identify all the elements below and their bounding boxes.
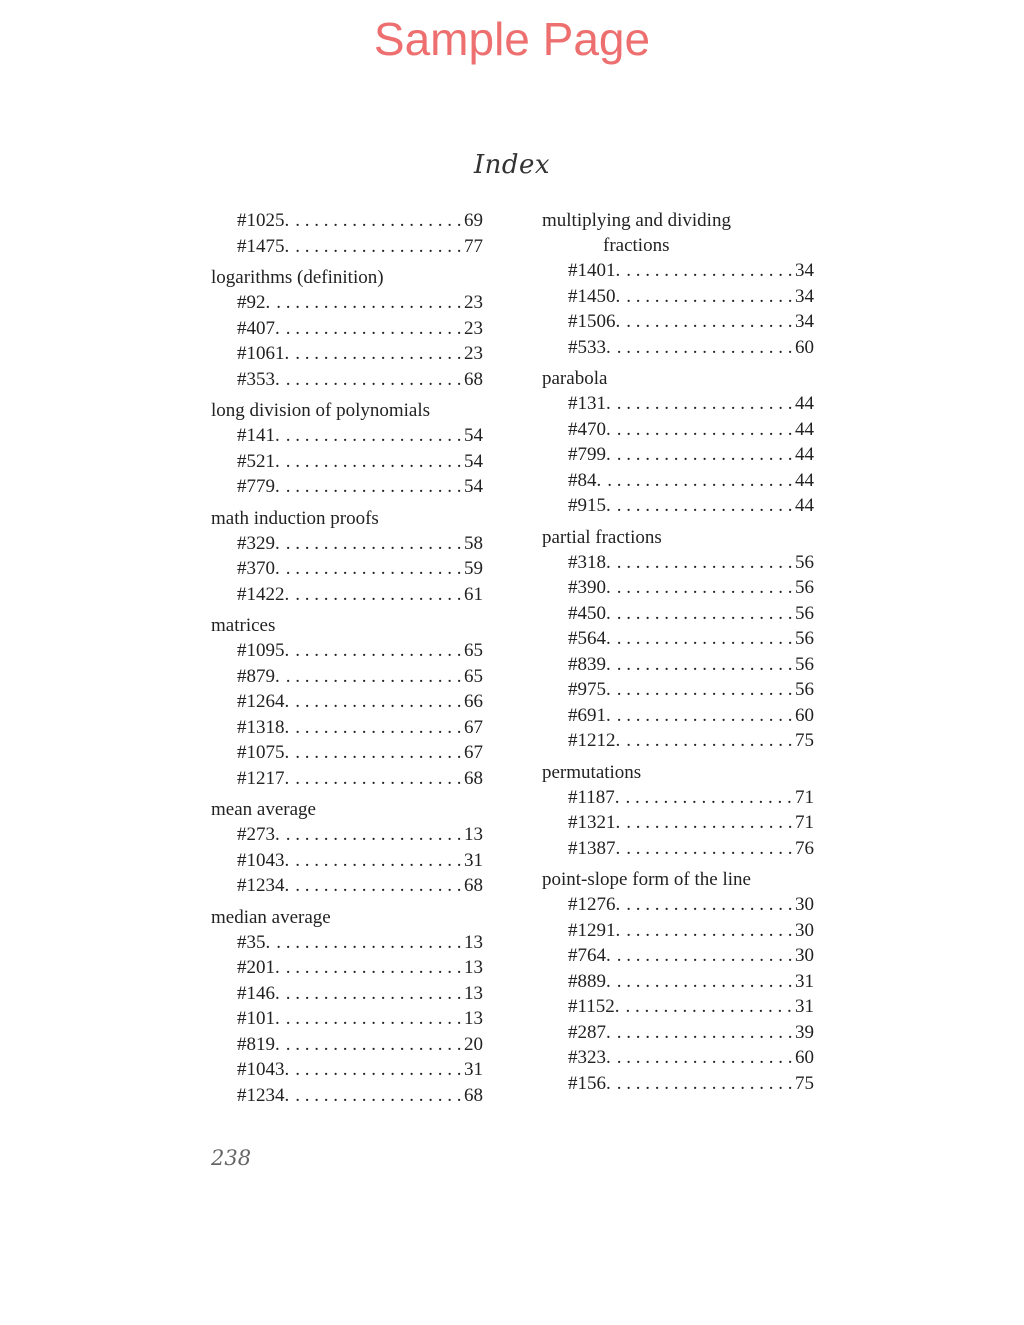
- index-entry: [542, 284, 814, 310]
- dot-leader: [620, 309, 795, 335]
- index-group: [542, 867, 814, 1096]
- entry-number: #323.: [568, 1047, 611, 1068]
- entry-page: 68: [464, 1084, 483, 1106]
- dot-leader: [620, 918, 795, 944]
- entry-number: #1321.: [568, 812, 621, 833]
- dot-leader: [289, 208, 464, 234]
- entry-page: 54: [464, 476, 483, 497]
- entry-number: #1187.: [568, 786, 620, 808]
- entry-number: #915.: [568, 495, 611, 516]
- entry-number: #1061.: [237, 343, 290, 364]
- dot-leader: [611, 1020, 795, 1046]
- entry-page: 59: [464, 558, 483, 579]
- index-entry: [542, 417, 814, 443]
- index-column-right: [542, 208, 814, 1102]
- dot-leader: [611, 626, 795, 652]
- index-entry: [542, 1071, 814, 1097]
- entry-page: 44: [795, 393, 814, 414]
- index-group: [211, 208, 483, 259]
- index-entry: [211, 290, 483, 316]
- entry-page: 13: [464, 1008, 483, 1029]
- entry-number: #201.: [237, 957, 280, 978]
- entry-page: 20: [464, 1033, 483, 1055]
- dot-leader: [620, 284, 795, 310]
- index-entry: [542, 493, 814, 519]
- entry-number: #131.: [568, 393, 611, 414]
- entry-number: #799.: [568, 444, 611, 465]
- entry-number: #1401.: [568, 260, 621, 281]
- index-heading-text: logarithms (definition): [211, 267, 384, 288]
- index-heading: [542, 525, 814, 550]
- entry-number: #1217.: [237, 767, 290, 789]
- entry-page: 61: [464, 583, 483, 605]
- entry-page: 13: [464, 931, 483, 953]
- index-entry: [211, 208, 483, 234]
- entry-number: #273.: [237, 824, 280, 845]
- entry-number: #1506.: [568, 311, 621, 332]
- entry-page: 60: [795, 336, 814, 358]
- index-group: [211, 613, 483, 791]
- entry-number: #691.: [568, 704, 611, 726]
- index-heading-text: partial fractions: [542, 526, 662, 548]
- entry-page: 69: [464, 210, 483, 231]
- entry-page: 31: [795, 996, 814, 1017]
- entry-page: 54: [464, 450, 483, 472]
- index-entry: [211, 955, 483, 981]
- entry-number: #329.: [237, 532, 280, 554]
- dot-leader: [620, 836, 795, 862]
- entry-number: #84.: [568, 469, 602, 491]
- entry-page: 31: [464, 1059, 483, 1080]
- entry-page: 13: [464, 957, 483, 978]
- index-group: [211, 797, 483, 899]
- index-entry: [542, 1020, 814, 1046]
- dot-leader: [289, 582, 464, 608]
- index-entry: [542, 703, 814, 729]
- entry-page: 23: [464, 292, 483, 313]
- index-heading: [542, 208, 814, 258]
- dot-leader: [289, 234, 464, 260]
- entry-number: #353.: [237, 368, 280, 390]
- index-entry: [542, 626, 814, 652]
- index-entry: [542, 1045, 814, 1071]
- entry-page: 44: [795, 444, 814, 465]
- dot-leader: [280, 531, 464, 557]
- entry-number: #370.: [237, 558, 280, 579]
- dot-leader: [289, 1057, 464, 1083]
- entry-page: 60: [795, 1047, 814, 1068]
- index-entry: [211, 822, 483, 848]
- index-entry: [542, 575, 814, 601]
- dot-leader: [611, 1045, 795, 1071]
- index-heading: [542, 867, 814, 892]
- entry-number: #1043.: [237, 849, 290, 871]
- index-heading: [211, 506, 483, 531]
- entry-page: 13: [464, 982, 483, 1004]
- index-entry: [542, 785, 814, 811]
- entry-number: #779.: [237, 476, 280, 497]
- index-entry: [542, 994, 814, 1020]
- index-entry: [211, 638, 483, 664]
- index-entry: [211, 423, 483, 449]
- index-entry: [211, 556, 483, 582]
- entry-page: 65: [464, 665, 483, 687]
- entry-number: #1025.: [237, 210, 290, 231]
- entry-page: 56: [795, 602, 814, 624]
- entry-number: #1264.: [237, 691, 290, 712]
- dot-leader: [280, 822, 464, 848]
- index-heading-text: point-slope form of the line: [542, 869, 751, 890]
- entry-number: #889.: [568, 970, 611, 992]
- index-entry: [211, 367, 483, 393]
- dot-leader: [289, 766, 464, 792]
- entry-page: 68: [464, 767, 483, 789]
- entry-number: #1234.: [237, 1084, 290, 1106]
- entry-page: 56: [795, 653, 814, 675]
- index-group: [542, 208, 814, 360]
- dot-leader: [289, 848, 464, 874]
- entry-page: 75: [795, 730, 814, 751]
- index-entry: [211, 1006, 483, 1032]
- entry-number: #470.: [568, 418, 611, 440]
- index-heading: [211, 797, 483, 822]
- entry-number: #141.: [237, 425, 280, 446]
- entry-number: #1422.: [237, 583, 290, 605]
- dot-leader: [280, 367, 464, 393]
- dot-leader: [280, 981, 464, 1007]
- index-entry: [211, 474, 483, 500]
- index-group: [211, 506, 483, 608]
- index-heading: [542, 366, 814, 391]
- entry-page: 30: [795, 919, 814, 941]
- entry-number: #1095.: [237, 640, 290, 661]
- entry-number: #1234.: [237, 875, 290, 896]
- dot-leader: [289, 740, 464, 766]
- index-entry: [542, 309, 814, 335]
- index-entry: [542, 836, 814, 862]
- index-entry: [542, 258, 814, 284]
- dot-leader: [280, 423, 464, 449]
- index-group: [542, 366, 814, 519]
- index-heading-continuation: fractions: [603, 235, 670, 256]
- index-group: [211, 398, 483, 500]
- entry-number: #564.: [568, 628, 611, 649]
- index-entry: [211, 449, 483, 475]
- dot-leader: [289, 715, 464, 741]
- dot-leader: [611, 969, 795, 995]
- dot-leader: [611, 442, 795, 468]
- entry-number: #35.: [237, 931, 271, 953]
- index-entry: [542, 335, 814, 361]
- entry-number: #879.: [237, 665, 280, 687]
- entry-page: 58: [464, 532, 483, 554]
- entry-number: #1387.: [568, 837, 621, 859]
- entry-page: 65: [464, 640, 483, 661]
- index-entry: [211, 1057, 483, 1083]
- entry-page: 56: [795, 577, 814, 598]
- dot-leader: [280, 664, 464, 690]
- index-heading-text: median average: [211, 906, 331, 928]
- dot-leader: [270, 930, 464, 956]
- dot-leader: [280, 955, 464, 981]
- dot-leader: [611, 943, 795, 969]
- dot-leader: [280, 1032, 464, 1058]
- index-entry: [211, 582, 483, 608]
- index-entry: [542, 601, 814, 627]
- entry-page: 31: [464, 849, 483, 871]
- dot-leader: [289, 638, 464, 664]
- entry-number: #1276.: [568, 894, 621, 915]
- dot-leader: [620, 810, 795, 836]
- entry-page: 30: [795, 945, 814, 966]
- dot-leader: [611, 417, 795, 443]
- dot-leader: [611, 703, 795, 729]
- dot-leader: [611, 601, 795, 627]
- entry-number: #287.: [568, 1021, 611, 1043]
- entry-number: #1475.: [237, 235, 290, 257]
- index-entry: [542, 391, 814, 417]
- dot-leader: [289, 1083, 464, 1109]
- entry-number: #839.: [568, 653, 611, 675]
- index-heading: [211, 905, 483, 930]
- dot-leader: [620, 892, 795, 918]
- index-column-left: [211, 208, 483, 1114]
- entry-page: 68: [464, 875, 483, 896]
- entry-page: 13: [464, 824, 483, 845]
- index-entry: [211, 740, 483, 766]
- entry-number: #764.: [568, 945, 611, 966]
- dot-leader: [620, 258, 795, 284]
- dot-leader: [289, 341, 464, 367]
- entry-page: 39: [795, 1021, 814, 1043]
- entry-number: #521.: [237, 450, 280, 472]
- dot-leader: [289, 873, 464, 899]
- entry-page: 34: [795, 285, 814, 307]
- entry-number: #390.: [568, 577, 611, 598]
- index-heading-text: long division of polynomials: [211, 400, 431, 421]
- entry-number: #1450.: [568, 285, 621, 307]
- index-entry: [211, 873, 483, 899]
- dot-leader: [611, 550, 795, 576]
- entry-page: 68: [464, 368, 483, 390]
- dot-leader: [611, 652, 795, 678]
- entry-page: 56: [795, 679, 814, 700]
- entry-page: 56: [795, 551, 814, 573]
- index-entry: [211, 531, 483, 557]
- entry-page: 34: [795, 260, 814, 281]
- dot-leader: [280, 449, 464, 475]
- index-entry: [542, 728, 814, 754]
- entry-number: #146.: [237, 982, 280, 1004]
- index-entry: [211, 341, 483, 367]
- entry-page: 34: [795, 311, 814, 332]
- index-heading-text: parabola: [542, 368, 608, 389]
- dot-leader: [601, 468, 795, 494]
- index-entry: [211, 981, 483, 1007]
- index-heading: [211, 265, 483, 290]
- index-heading: [211, 398, 483, 423]
- dot-leader: [289, 689, 464, 715]
- index-entry: [211, 1083, 483, 1109]
- index-heading-text: math induction proofs: [211, 507, 379, 529]
- index-entry: [542, 943, 814, 969]
- entry-page: 75: [795, 1072, 814, 1094]
- dot-leader: [611, 575, 795, 601]
- index-entry: [542, 892, 814, 918]
- dot-leader: [611, 493, 795, 519]
- dot-leader: [611, 677, 795, 703]
- entry-page: 77: [464, 235, 483, 257]
- dot-leader: [611, 1071, 795, 1097]
- entry-number: #975.: [568, 679, 611, 700]
- index-entry: [542, 810, 814, 836]
- entry-page: 56: [795, 628, 814, 649]
- dot-leader: [620, 785, 795, 811]
- entry-number: #533.: [568, 336, 611, 358]
- dot-leader: [280, 316, 464, 342]
- index-entry: [211, 715, 483, 741]
- sample-page-watermark: Sample Page: [373, 13, 651, 65]
- entry-page: 71: [795, 812, 814, 833]
- entry-number: #819.: [237, 1033, 280, 1055]
- entry-page: 54: [464, 425, 483, 446]
- index-title: Index: [473, 150, 551, 180]
- dot-leader: [611, 335, 795, 361]
- entry-number: #407.: [237, 317, 280, 339]
- index-heading-text: mean average: [211, 799, 316, 820]
- entry-number: #1212.: [568, 730, 621, 751]
- index-heading: [211, 613, 483, 638]
- entry-number: #1152.: [568, 996, 620, 1017]
- entry-page: 44: [795, 495, 814, 516]
- entry-number: #318.: [568, 551, 611, 573]
- dot-leader: [280, 474, 464, 500]
- index-heading: [542, 760, 814, 785]
- entry-page: 71: [795, 786, 814, 808]
- index-group: [542, 525, 814, 754]
- index-entry: [211, 689, 483, 715]
- entry-number: #450.: [568, 602, 611, 624]
- index-entry: [542, 442, 814, 468]
- index-entry: [542, 918, 814, 944]
- entry-number: #1075.: [237, 742, 290, 763]
- index-entry: [211, 1032, 483, 1058]
- entry-number: #1318.: [237, 716, 290, 738]
- dot-leader: [611, 391, 795, 417]
- entry-page: 66: [464, 691, 483, 712]
- entry-number: #1043.: [237, 1059, 290, 1080]
- index-group: [542, 760, 814, 862]
- entry-page: 44: [795, 469, 814, 491]
- index-heading-text: multiplying and dividing: [542, 210, 731, 231]
- entry-number: #1291.: [568, 919, 621, 941]
- entry-page: 31: [795, 970, 814, 992]
- index-heading-text: permutations: [542, 761, 642, 783]
- dot-leader: [620, 728, 795, 754]
- index-entry: [542, 550, 814, 576]
- entry-page: 60: [795, 704, 814, 726]
- entry-number: #156.: [568, 1072, 611, 1094]
- index-entry: [542, 969, 814, 995]
- dot-leader: [280, 556, 464, 582]
- entry-page: 23: [464, 317, 483, 339]
- page-number: 238: [211, 1146, 252, 1170]
- entry-page: 67: [464, 716, 483, 738]
- index-entry: [211, 664, 483, 690]
- index-group: [211, 905, 483, 1109]
- entry-page: 30: [795, 894, 814, 915]
- index-entry: [542, 677, 814, 703]
- entry-number: #92.: [237, 292, 271, 313]
- entry-page: 67: [464, 742, 483, 763]
- index-heading-text: matrices: [211, 615, 276, 636]
- dot-leader: [280, 1006, 464, 1032]
- index-entry: [542, 468, 814, 494]
- index-entry: [211, 766, 483, 792]
- dot-leader: [620, 994, 795, 1020]
- entry-page: 44: [795, 418, 814, 440]
- index-entry: [211, 848, 483, 874]
- index-entry: [211, 234, 483, 260]
- dot-leader: [270, 290, 464, 316]
- entry-page: 76: [795, 837, 814, 859]
- entry-page: 23: [464, 343, 483, 364]
- index-group: [211, 265, 483, 392]
- index-entry: [211, 316, 483, 342]
- index-entry: [542, 652, 814, 678]
- entry-number: #101.: [237, 1008, 280, 1029]
- index-entry: [211, 930, 483, 956]
